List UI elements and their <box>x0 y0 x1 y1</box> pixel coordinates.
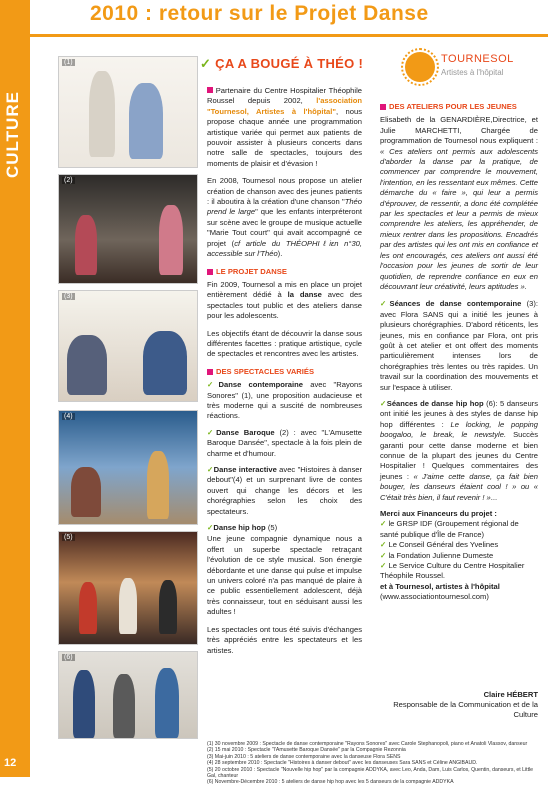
thanks-title: Merci aux Financeurs du projet : <box>380 509 497 519</box>
photo-number: (4) <box>64 413 73 420</box>
header-rule <box>30 34 548 37</box>
caption: (4) 28 septembre 2010 : Spectacle "Histoires à danser debout" avec les danseuses Sara SANS et Céline ANGIBAUD. <box>207 760 478 767</box>
section-heading <box>207 267 362 277</box>
article-headline <box>200 56 363 72</box>
text: Fin 2009, Tournesol a mis en place un projet entièrement dédié à <box>207 279 362 300</box>
list-item-title: Séances de danse hip hop <box>386 398 484 408</box>
check-icon: ✓ <box>380 398 387 408</box>
photo-number: (6) <box>64 654 73 661</box>
thanks-final: et à Tournesol, artistes à l'hôpital <box>380 581 500 591</box>
dancer-figure <box>147 451 169 519</box>
section-heading-text: LE PROJET DANSE <box>216 266 287 276</box>
quote: « J'aime cette danse, ça fait bien bouger, les danseurs étaient cool ! » ou « C'était très bien, il faut revenir ! » <box>380 471 538 502</box>
dancer-figure <box>119 578 137 634</box>
check-icon: ✓ <box>380 540 387 550</box>
section-heading-text: DES SPECTACLES VARIÉS <box>216 366 315 376</box>
text: avec "Rayons Sonores" (1), une proposition audacieuse et très moderne qui a suscité de nombreuses réactions. <box>207 380 362 421</box>
text: (5) <box>265 523 278 533</box>
list-item <box>207 380 362 422</box>
dancer-figure <box>159 580 177 634</box>
article-column-right <box>380 98 538 603</box>
photo-atelier-contemporain <box>58 290 198 402</box>
check-icon: ✓ <box>207 380 219 390</box>
list-item <box>380 399 538 503</box>
list-item <box>207 428 362 459</box>
check-icon: ✓ <box>200 56 212 71</box>
section-heading <box>380 102 538 112</box>
list-item-title: Danse interactive <box>213 465 277 474</box>
photo-number: (5) <box>64 534 73 541</box>
text: Succès garanti pour cette danse moderne et bien connue de la plupart des jeunes du Centre Hospitalier ! Quelques commentaires des jeunes : <box>380 430 538 481</box>
photo-histoires <box>58 410 198 525</box>
dancer-figure <box>129 83 163 159</box>
text: (6): 5 danseurs ont initié les jeunes à des styles de danse hip hop différentes : <box>380 398 538 429</box>
list-item-title: Séances de danse contemporaine <box>389 299 522 309</box>
check-icon: ✓ <box>380 299 390 309</box>
paragraph <box>207 86 362 169</box>
text: , nous propose chaque année une programmation artistique variée qui permet aux patients de pouvoir assister à plusieurs concerts dans notre salle de spectacles, toujours des moments de plaisir et d'évasion ! <box>207 106 362 168</box>
text: (2) : avec "L'Amusette Baroque Dansée", spectacle à la fois plein de charme et d'humour. <box>207 427 362 458</box>
dancer-figure <box>73 670 95 738</box>
funder-name: la Fondation Julienne Dumeste <box>388 550 494 560</box>
section-label: CULTURE <box>3 91 22 179</box>
paragraph: Les objectifs étant de découvrir la danse sous différentes facettes : pratique artistique, cycle de spectacles et rencontres avec les artistes. <box>207 328 362 359</box>
section-heading-text: DES ATELIERS POUR LES JEUNES <box>389 102 517 111</box>
photo-rayons-sonores <box>58 56 198 168</box>
paragraph: Une jeune compagnie dynamique nous a offert un superbe spectacle retraçant l'évolution de ce style musical. Son énergie débordante et une danse qui pulse et impulse un univers coloré n'a pas manqué de plaire à ce public essentiellement adolescent, déjà très connaisseur, tout en séduisant aussi les adultes ! <box>207 534 362 617</box>
paragraph <box>380 115 538 292</box>
sun-icon <box>405 52 435 82</box>
article-column-left <box>207 86 362 663</box>
dancer-figure <box>75 215 97 275</box>
funder-name: Le Service Culture du Centre Hospitalier Théophile Roussel. <box>380 561 525 581</box>
funder-name: le GRSP IDF (Groupement régional de santé publique d'Île de France) <box>380 519 519 539</box>
text: Elisabeth de la GENARDIÈRE,Directrice, et Julie MARCHETTI, Chargée de programmation de Tournesol nous expliquent : <box>380 115 538 146</box>
text: (3): avec Flora SANS qui a initié les jeunes à plusieurs chorégraphies. D'abord réticents, les jeunes, mis en confiance par Flora, ont pris goût à cet atelier et ont offert des moments particulièrement intenses lors de chorégraphies très lentes ou très rapides. Un travail sur la coordination des mouvements et sur l'espace à utiliser. <box>380 299 538 392</box>
dancer-figure <box>79 582 97 634</box>
check-icon: ✓ <box>207 427 217 437</box>
caption: (1) 30 novembre 2009 : Spectacle de danse contemporaine "Rayons Sonores" avec Carole Stephanopoli, piano et Anatoli Vlassov, danseur <box>207 741 528 747</box>
section-band <box>0 0 30 777</box>
emphasis: la danse <box>287 290 322 300</box>
caption: (6) Novembre-Décembre 2010 : 5 ateliers de danse hip hop avec les 5 danseurs de la compagnie ADDYKA <box>207 779 454 786</box>
dancer-figure <box>155 668 179 738</box>
dancer-figure <box>143 331 187 395</box>
thanks-block <box>380 509 538 603</box>
list-item <box>380 299 538 393</box>
photo-number: (3) <box>64 293 73 300</box>
photo-captions <box>207 741 537 786</box>
list-item-title: Danse contemporaine <box>218 380 303 390</box>
list-item <box>207 523 362 533</box>
dancer-figure <box>113 674 135 738</box>
paragraph: Les spectacles ont tous été suivis d'échanges très appréciés entre les spectateurs et les artistes. <box>207 624 362 655</box>
photo-number: (1) <box>64 59 73 66</box>
list-item-title: Danse Baroque <box>216 427 275 437</box>
caption: (5) 20 octobre 2010 : Spectacle "Nouvelle hip hop" par la compagnie ADDYKA, avec Leo, Anda, Dam, Luis Carlos, Quentin, danseurs, et Little Gal, chanteur <box>207 766 534 780</box>
website-link[interactable]: (www.associationtournesol.com) <box>380 592 489 602</box>
text: ). <box>277 249 283 259</box>
dance-styles: Le locking, le popping boogaloo, le break, le newstyle. <box>380 419 538 440</box>
square-bullet-icon <box>207 269 213 275</box>
quote: « Ces ateliers ont permis aux adolescents d'aborder la danse par la pratique, de commencer par comprendre le mouvement, l'intention, en les ressentant eux mêmes. Cette démarche du « faire », qui leur a permis d'éprouver, de ressentir, a donc été complétée par les spectacles et leur a permis de mieux comprendre les ateliers, les appréhender, de mieux rentrer dans les propositions. Encadrés par des artistes qui les ont mis en confiance et les ont encouragés, ces ateliers ont aussi été l'occasion pour les jeunes de sortir de leur quotidien, de reprendre confiance en eux en découvrant leur créativité, leurs aptitudes ». <box>380 146 538 291</box>
caption: (2) 15 mai 2010 : Spectacle "l'Amusette Baroque Dansée" par la Compagnie Rezonnia <box>207 747 406 754</box>
page-number: 12 <box>4 757 17 769</box>
dancer-figure <box>159 205 183 275</box>
logo-tagline: Artistes à l'hôpital <box>441 68 504 77</box>
funder-name: Le Conseil Général des Yvelines <box>388 540 499 550</box>
photo-number: (2) <box>64 177 73 184</box>
square-bullet-icon <box>207 87 213 93</box>
caption: (3) Mai-juin 2010 : 5 ateliers de danse contemporaine avec la danseuse Flora SENS <box>207 753 401 760</box>
check-icon: ✓ <box>380 550 387 560</box>
paragraph <box>207 176 362 259</box>
photo-hip-hop <box>58 531 198 645</box>
headline-text: ÇA A BOUGÉ À THÉO ! <box>215 56 364 71</box>
list-item <box>380 561 538 582</box>
text: ... <box>490 492 498 502</box>
paragraph <box>207 280 362 322</box>
text: avec "Histoires à danser debout"(4) et un surprenant livre de contes ouvert qui change les décors et les chorégraphies selon les choix des spectateurs. <box>207 465 363 516</box>
text: Partenaire du Centre Hospitalier Théophile Roussel depuis 2002, <box>207 86 362 106</box>
page-title: 2010 : retour sur le Projet Danse <box>90 2 429 25</box>
signature-name: Claire HÉBERT <box>483 690 538 699</box>
square-bullet-icon <box>207 369 213 375</box>
square-bullet-icon <box>380 104 386 110</box>
tournesol-logo <box>401 48 541 88</box>
logo-name: TOURNESOL <box>441 53 514 65</box>
association-name: l'association "Tournesol, Artistes à l'hôpital" <box>207 96 362 116</box>
text: En 2008, Tournesol nous propose un atelier création de chanson avec des jeunes patients : il aboutira à la création d'une chanson " <box>207 176 362 207</box>
article-reference: cf article du THÉOPHIℓiεn n°30, accessible sur l'Théo <box>207 238 362 259</box>
song-title: Théo prend le large <box>207 197 362 217</box>
text: " que les enfants interpréteront sur scène avec le groupe de musique actuelle "Marie Tout court" qui avait accompagné ce projet ( <box>207 207 362 248</box>
list-item <box>380 551 538 561</box>
signature <box>380 690 538 720</box>
list-item <box>380 519 538 540</box>
section-heading <box>207 367 362 377</box>
check-icon: ✓ <box>207 465 214 474</box>
page-header <box>30 0 548 34</box>
photo-atelier-hip-hop <box>58 651 198 739</box>
list-item <box>380 540 538 550</box>
list-item-title: Danse hip hop <box>213 523 266 533</box>
text: avec des spectacles tout public et des ateliers danse pour les adolescents. <box>207 290 362 321</box>
list-item <box>207 465 362 517</box>
dancer-figure <box>67 335 107 395</box>
dancer-figure <box>89 71 115 157</box>
check-icon: ✓ <box>380 519 387 529</box>
check-icon: ✓ <box>380 561 387 571</box>
dancer-figure <box>71 467 101 517</box>
signature-role: Responsable de la Communication et de la Culture <box>393 700 538 719</box>
check-icon: ✓ <box>207 523 214 533</box>
photo-baroque <box>58 174 198 284</box>
